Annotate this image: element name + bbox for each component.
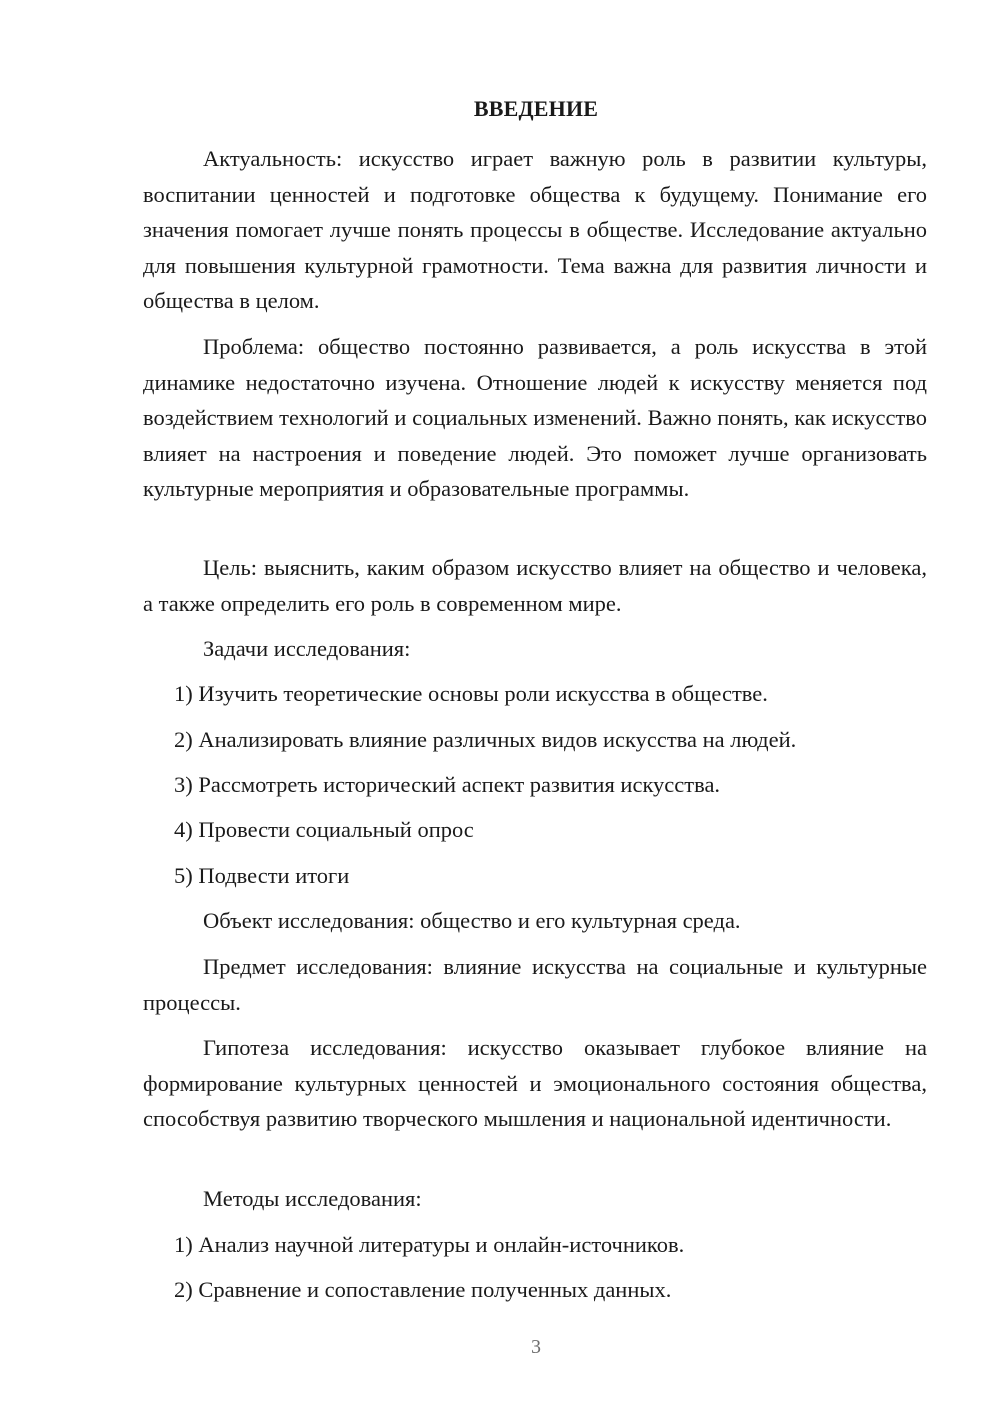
tasks-title-block — [143, 631, 927, 667]
methods-title-block — [143, 1181, 927, 1217]
tasks-title: Задачи исследования: — [203, 636, 411, 661]
hypothesis-paragraph — [143, 1030, 927, 1137]
tasks-item-4: 4) Провести социальный опрос — [174, 817, 474, 842]
hypothesis-text: Гипотеза исследования: искусство оказывает глубокое влияние на формирование культурных ценностей и эмоционального состояния общества, способствуя развитию творческого мышления и национальной идентичности. — [143, 1035, 927, 1131]
problem-paragraph — [143, 329, 927, 507]
subject-text: Предмет исследования: влияние искусства на социальные и культурные процессы. — [143, 954, 927, 1015]
object-text: Объект исследования: общество и его культурная среда. — [203, 908, 741, 933]
goal-text: Цель: выяснить, каким образом искусство влияет на общество и человека, а также определить его роль в современном мире. — [143, 555, 927, 616]
subject-paragraph — [143, 949, 927, 1020]
tasks-item-5: 5) Подвести итоги — [174, 863, 350, 888]
relevance-paragraph — [143, 141, 927, 319]
tasks-item-3: 3) Рассмотреть исторический аспект развития искусства. — [174, 772, 721, 797]
methods-title: Методы исследования: — [203, 1186, 422, 1211]
page-number: 3 — [531, 1336, 541, 1358]
problem-text: Проблема: общество постоянно развивается, а роль искусства в этой динамике недостаточно изучена. Отношение людей к искусству меняется под воздействием технологий и социальных изменений. Важно понять, как искусство влияет на настроения и поведение людей. Это поможет лучше организовать культурные мероприятия и образовательные программы. — [143, 334, 927, 501]
tasks-item-2: 2) Анализировать влияние различных видов искусства на людей. — [174, 727, 797, 752]
relevance-text: Актуальность: искусство играет важную роль в развитии культуры, воспитании ценностей и подготовке общества к будущему. Понимание его значения помогает лучше понять процессы в обществе. Исследование актуально для повышения культурной грамотности. Тема важна для развития личности и общества в целом. — [143, 146, 927, 313]
object-paragraph — [143, 903, 927, 939]
tasks-item-1: 1) Изучить теоретические основы роли искусства в обществе. — [174, 681, 768, 706]
goal-paragraph — [143, 550, 927, 621]
section-heading: ВВЕДЕНИЕ — [473, 96, 599, 121]
methods-item-1: 1) Анализ научной литературы и онлайн-источников. — [174, 1232, 685, 1257]
methods-item-2: 2) Сравнение и сопоставление полученных данных. — [174, 1277, 672, 1302]
